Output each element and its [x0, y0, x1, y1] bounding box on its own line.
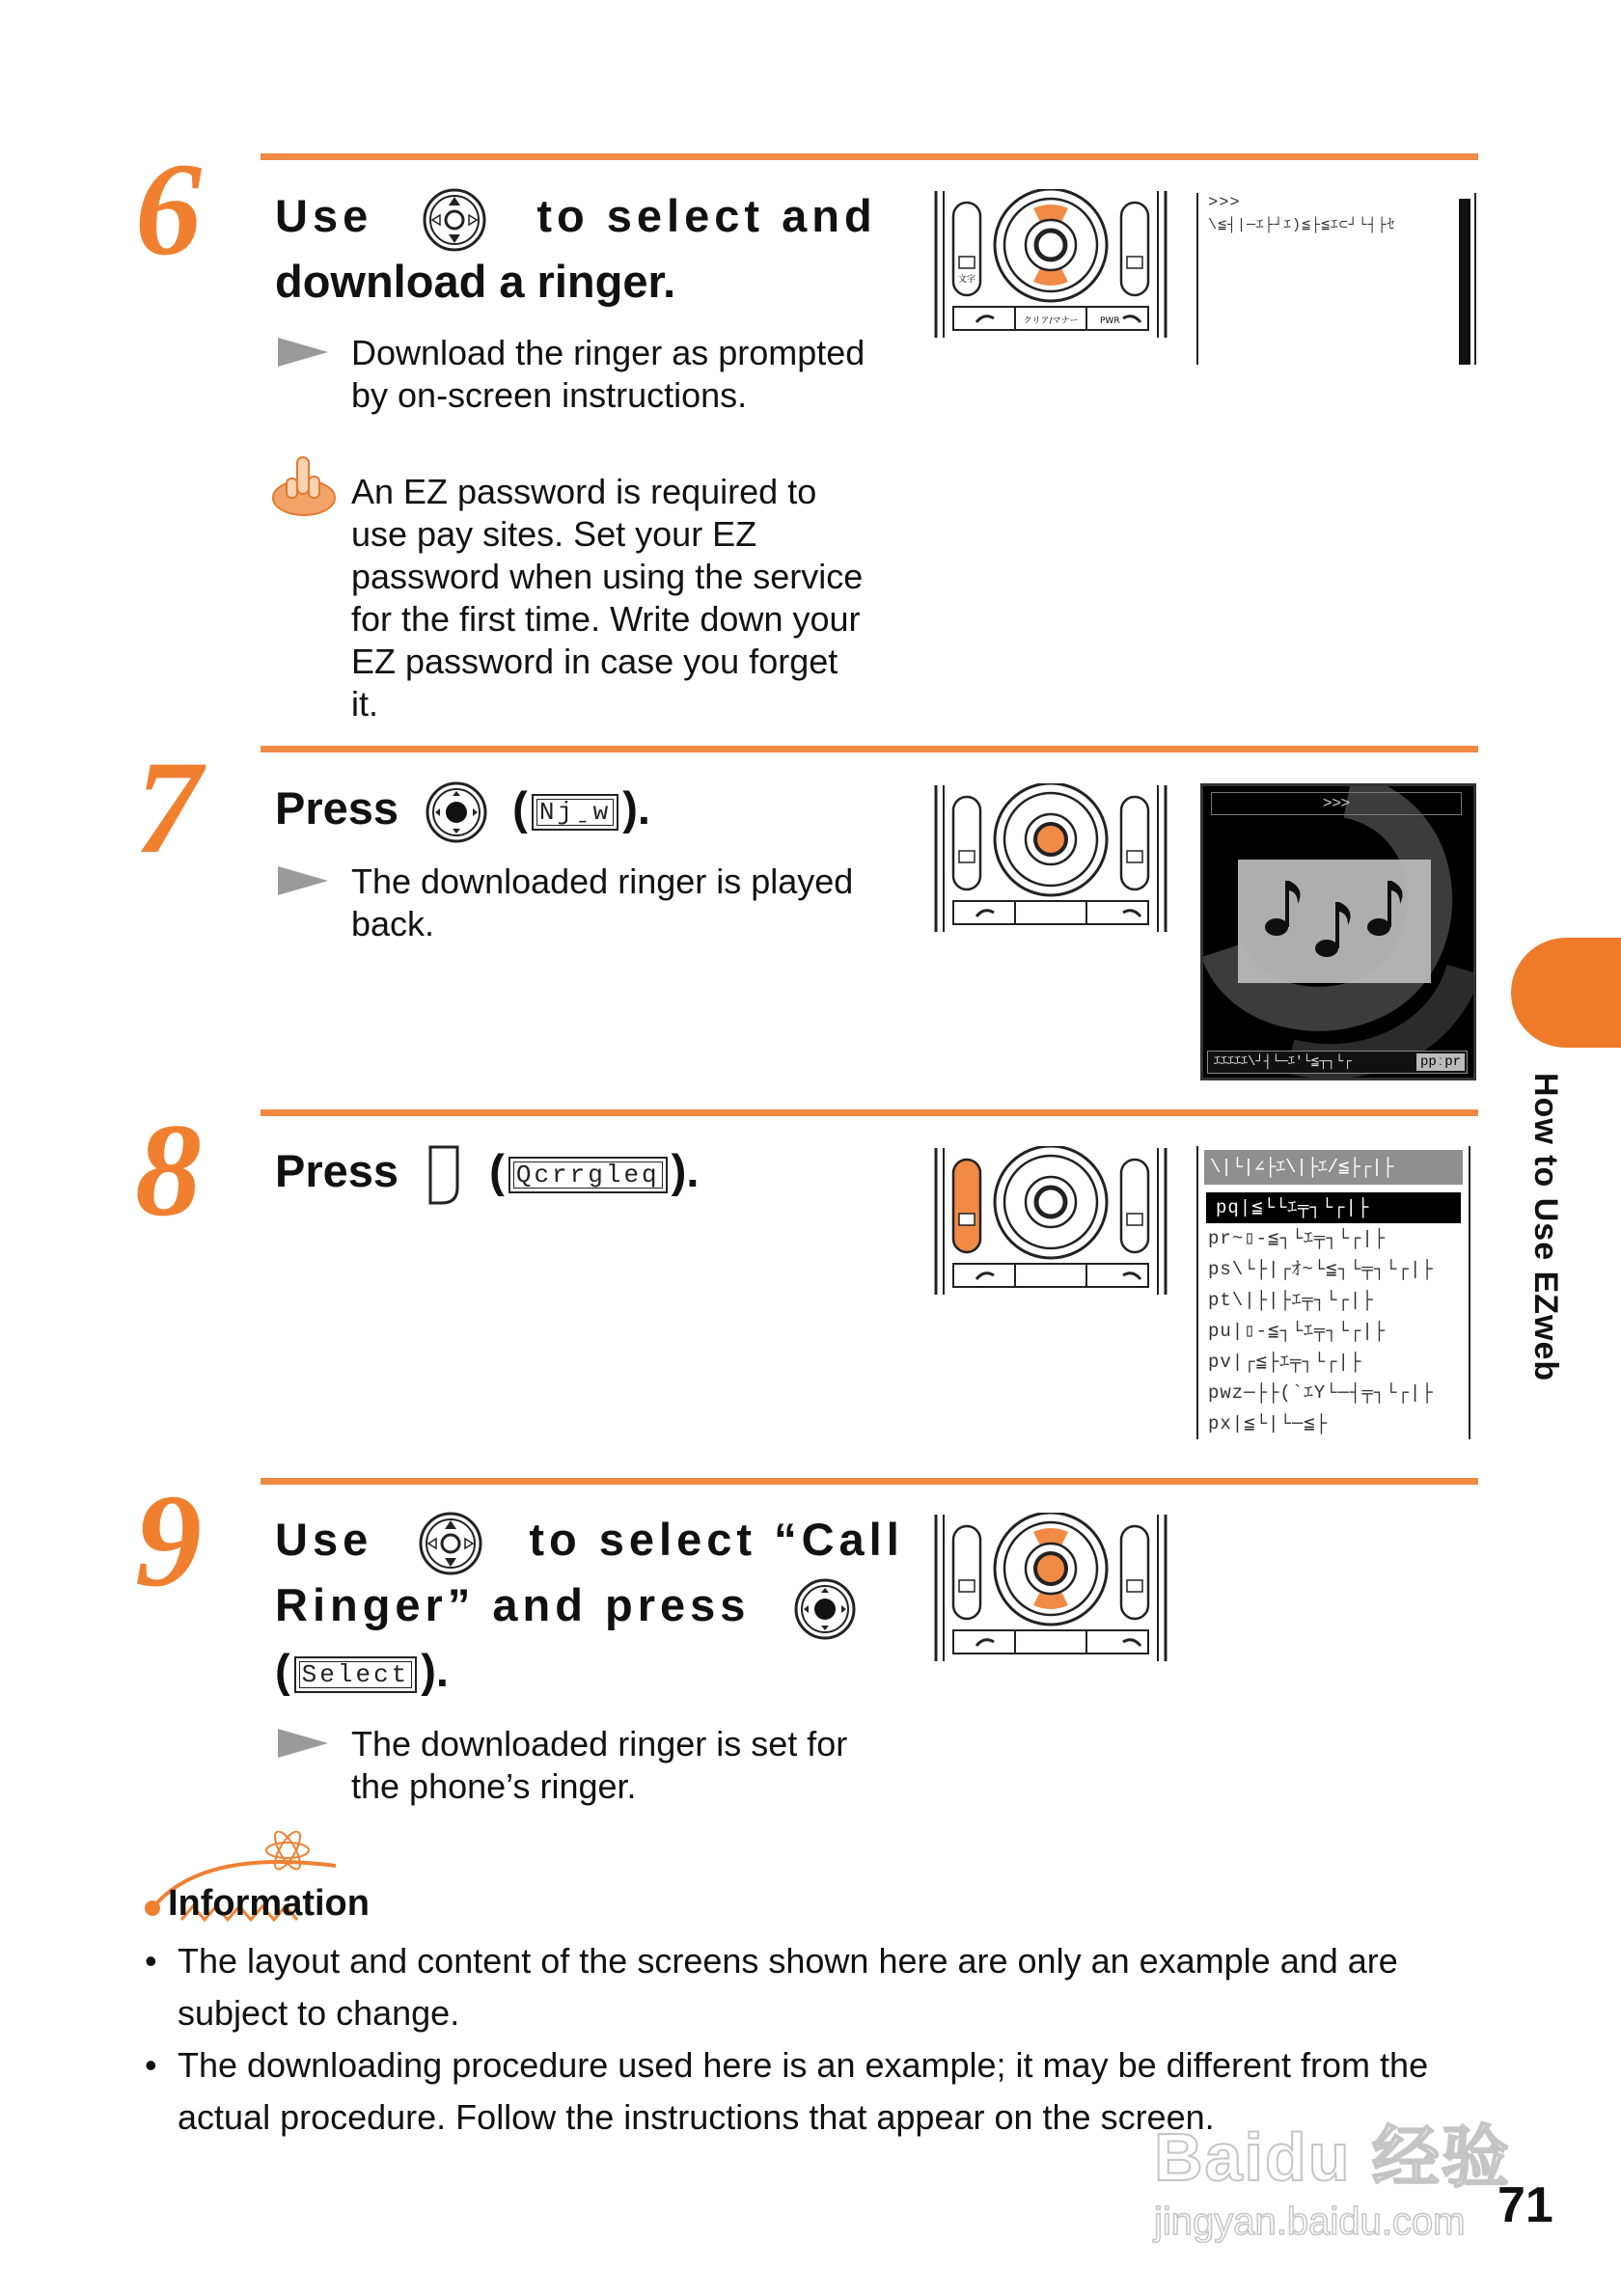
- phone-key-label: PWR: [1100, 316, 1120, 326]
- menu-item[interactable]: px|≦└|└─≦├: [1208, 1413, 1329, 1435]
- step-result: Download the ringer as prompted by on-screen instructions.: [351, 333, 865, 415]
- step-title: [275, 183, 877, 252]
- phone-keypad-illustration: [934, 189, 1168, 340]
- step-number: 7: [135, 733, 198, 881]
- step-title-line2: [275, 1572, 857, 1641]
- screen-footer: [1207, 1051, 1468, 1074]
- phone-screen: [1196, 193, 1472, 365]
- screen-footer-softkey: ppːpr: [1416, 1053, 1465, 1071]
- phone-screen-player: [1200, 783, 1476, 1080]
- information-heading: Information: [168, 1883, 370, 1924]
- information-item: • The layout and content of the screens shown here are only an example and are subject to change.: [145, 1935, 1476, 2039]
- screen-text: \≦┤|─ｴ├┘ｴ)≦├≦ｴ⊂┘└┤├ｾ: [1208, 217, 1396, 233]
- page-number: 71: [1497, 2177, 1553, 2233]
- step-divider: [261, 746, 1478, 752]
- step-title: Press ( Qcrrgleq ).: [275, 1138, 699, 1207]
- phone-key-label: クリア/マナー: [1023, 316, 1079, 326]
- menu-item[interactable]: pr~▯-≦┐└ｴ╤┐└┌|├: [1208, 1228, 1387, 1249]
- phone-keypad-illustration: [934, 1146, 1168, 1297]
- screen-frame-edge: [1474, 193, 1476, 365]
- pointing-hand-icon: [270, 453, 338, 517]
- menu-item[interactable]: pu|▯-≦┐└ｴ╤┐└┌|├: [1208, 1321, 1387, 1342]
- left-soft-key-icon: [425, 1143, 463, 1207]
- menu-item[interactable]: pq|≦└└ｴ╤┐└┌|├: [1206, 1192, 1461, 1223]
- multi-selector-up-down-icon: [419, 188, 490, 252]
- menu-header: \|└|∠├ｴ\|├ｴ/≦├┌|├: [1204, 1150, 1463, 1185]
- step-divider: [261, 153, 1478, 160]
- softkey-label: Select: [294, 1656, 418, 1693]
- watermark-logo: [1154, 2103, 1511, 2244]
- softkey-label: Qcrrgleq: [508, 1157, 668, 1193]
- menu-item[interactable]: ps\└├|┌ｵ~└≦┐└╤┐└┌|├: [1208, 1259, 1434, 1280]
- step-title: [275, 1507, 904, 1575]
- step-title-text: Press: [275, 1145, 399, 1196]
- phone-key-label: 文字: [957, 275, 976, 285]
- screen-header: >>>: [1211, 792, 1462, 815]
- step-result: The downloaded ringer is played back.: [351, 861, 854, 943]
- step-number: 6: [135, 135, 198, 283]
- step-title-line3: ( Select ).: [275, 1645, 449, 1696]
- music-notes-panel: [1238, 860, 1431, 983]
- phone-keypad-illustration: [934, 1513, 1168, 1663]
- screen-scrollbar[interactable]: [1459, 199, 1470, 365]
- phone-keypad-illustration: [934, 783, 1168, 934]
- step-divider: [261, 1478, 1478, 1485]
- step-title-text: Press: [275, 782, 399, 834]
- step-note: An EZ password is required to use pay sites. Set your EZ password when using the service for the first time. Write down your EZ password in case you forget it.: [351, 472, 864, 724]
- step-title-text: Use: [275, 190, 373, 241]
- step-title-line2: download a ringer.: [275, 256, 676, 307]
- menu-item[interactable]: pv|┌≦├ｴ╤┐└┌|├: [1208, 1352, 1362, 1373]
- section-tab: [1511, 938, 1621, 1048]
- watermark-url: jingyan.baidu.com: [1154, 2200, 1466, 2243]
- center-key-icon: [793, 1577, 857, 1641]
- step-number: 8: [135, 1096, 198, 1244]
- watermark-brand: Baidu 经验: [1154, 2119, 1511, 2195]
- menu-item[interactable]: pwz─├├(`ｴY└─┤╤┐└┌|├: [1208, 1382, 1434, 1404]
- step-number: 9: [135, 1466, 198, 1614]
- step-title: Press ( Njˍw ).: [275, 776, 650, 844]
- result-arrow-icon: [278, 338, 328, 367]
- information-item: • The downloading procedure used here is an example; it may be different from the actual procedure. Follow the instructions that appear on the screen.: [145, 2039, 1476, 2144]
- section-label: How to Use EZweb: [1527, 1073, 1564, 1382]
- step-title-text: to select “Call: [529, 1514, 904, 1565]
- step-title-text: to select and: [536, 190, 877, 241]
- phone-screen-menu: [1196, 1146, 1470, 1439]
- multi-selector-up-down-icon: [415, 1512, 486, 1575]
- screen-footer-text: ｴｴｴｴｴ\┘┤└─ｴ'└≦┬┐└┌: [1214, 1054, 1352, 1070]
- softkey-label: Njˍw: [532, 794, 618, 831]
- music-notes-icon: [1238, 860, 1431, 983]
- menu-item[interactable]: pt\|├|├ｴ╤┐└┌|├: [1208, 1290, 1374, 1311]
- step-result: The downloaded ringer is set for the phone’s ringer.: [351, 1724, 848, 1806]
- screen-text: >>>: [1208, 194, 1241, 212]
- step-divider: [261, 1109, 1478, 1116]
- step-title-text: Use: [275, 1514, 373, 1565]
- result-arrow-icon: [278, 866, 328, 895]
- result-arrow-icon: [278, 1729, 328, 1758]
- center-key-icon: [425, 780, 488, 844]
- step-title-text: Ringer” and press: [275, 1579, 751, 1630]
